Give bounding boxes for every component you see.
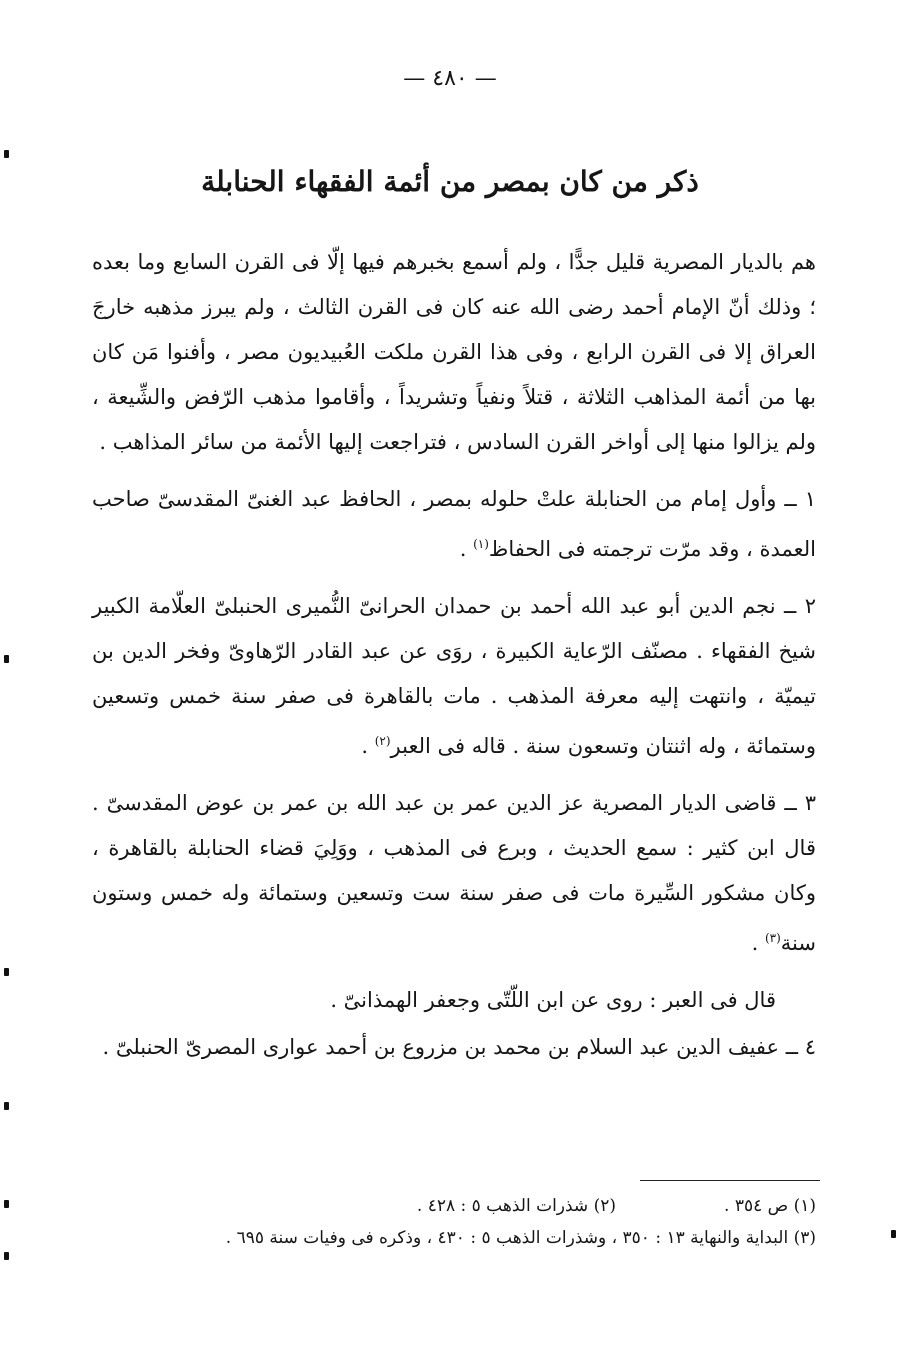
scan-mark bbox=[4, 1252, 9, 1260]
body-text bbox=[92, 240, 816, 1082]
footnote-row-1 bbox=[92, 1190, 816, 1222]
entry-4-paragraph: ٤ ــ عفيف الدين عبد السلام بن محمد بن مزروع بن أحمد عوارى المصرىّ الحنبلىّ . bbox=[102, 1035, 816, 1059]
entry-2-text: ٢ ــ نجم الدين أبو عبد الله أحمد بن حمدان الحرانىّ النُّميرى الحنبلىّ العلّامة الكبير شيخ الفقهاء . مصنّف الرّعاية الكبيرة ، روَى عن عبد القادر الرّهاوىّ وفخر الدين بن تيميّة ، وانتهت إليه معرفة المذهب . مات بالقاهرة فى صفر سنة خمس وتسعين وستمائة ، وله اثنتان وتسعون سنة . قاله فى العبر bbox=[92, 594, 816, 758]
footnote-2: (٢) شذرات الذهب ٥ : ٤٢٨ . bbox=[416, 1196, 616, 1216]
entry-1-paragraph bbox=[92, 477, 816, 572]
scan-mark bbox=[891, 1230, 896, 1238]
footnote-row-2 bbox=[92, 1222, 816, 1254]
entry-3-text: ٣ ــ قاضى الديار المصرية عز الدين عمر بن عبد الله بن عمر بن عوض المقدسىّ . قال ابن كثير : سمع الحديث ، وبرع فى المذهب ، ووَلِيَ قضاء الحنابلة بالقاهرة ، وكان مشكور السِّيرة مات فى صفر سنة ست وتسعين وستمائة وله خمس وستون سنة bbox=[92, 791, 816, 955]
entry-3-paragraph bbox=[92, 781, 816, 966]
entry-2-paragraph bbox=[92, 584, 816, 769]
intro-paragraph: هم بالديار المصرية قليل جدًّا ، ولم أسمع بخبرهم فيها إلّا فى القرن السابع وما بعده ؛ وذلك أنّ الإمام أحمد رضى الله عنه كان فى القرن الثالث ، ولم يبرز مذهبه خارجَ العراق إلا فى القرن الرابع ، وفى هذا القرن ملكت العُبيديون مصر ، وأفنوا مَن كان بها من أئمة المذاهب الثلاثة ، قتلاً ونفياً وتشريداً ، وأقاموا مذهب الرّفض والشِّيعة ، ولم يزالوا منها إلى أواخر القرن السادس ، فتراجعت إليها الأئمة من سائر المذاهب . bbox=[92, 250, 816, 454]
footnote-ref-1: (١) bbox=[473, 537, 489, 551]
footnote-ref-3: (٣) bbox=[764, 931, 781, 945]
scan-mark bbox=[4, 150, 9, 158]
scan-mark bbox=[4, 1102, 9, 1110]
scan-mark bbox=[4, 655, 9, 663]
entry-3-end: . bbox=[751, 931, 765, 955]
scan-mark bbox=[4, 1200, 9, 1208]
entry-1-text: ١ ــ وأول إمام من الحنابلة علتْ حلوله بمصر ، الحافظ عبد الغنىّ المقدسىّ صاحب العمدة ، وقد مرّت ترجمته فى الحفاظ bbox=[92, 487, 816, 561]
page-number: — ٤٨٠ — bbox=[403, 66, 497, 91]
footnote-divider bbox=[640, 1180, 820, 1181]
footnote-1: (١) ص ٣٥٤ . bbox=[724, 1196, 816, 1216]
entry-1-end: . bbox=[459, 537, 474, 561]
entry-2-end: . bbox=[361, 734, 375, 758]
scan-mark bbox=[4, 968, 9, 976]
footnote-3: (٣) البداية والنهاية ١٣ : ٣٥٠ ، وشذرات الذهب ٥ : ٤٣٠ ، وذكره فى وفيات سنة ٦٩٥ . bbox=[225, 1228, 816, 1248]
entry-3-quote-paragraph: قال فى العبر : روى عن ابن اللّتّى وجعفر الهمذانىّ . bbox=[330, 988, 776, 1012]
footnote-ref-2: (٢) bbox=[374, 734, 391, 748]
section-heading: ذكر من كان بمصر من أئمة الفقهاء الحنابلة bbox=[201, 165, 699, 198]
footnotes bbox=[92, 1190, 816, 1254]
